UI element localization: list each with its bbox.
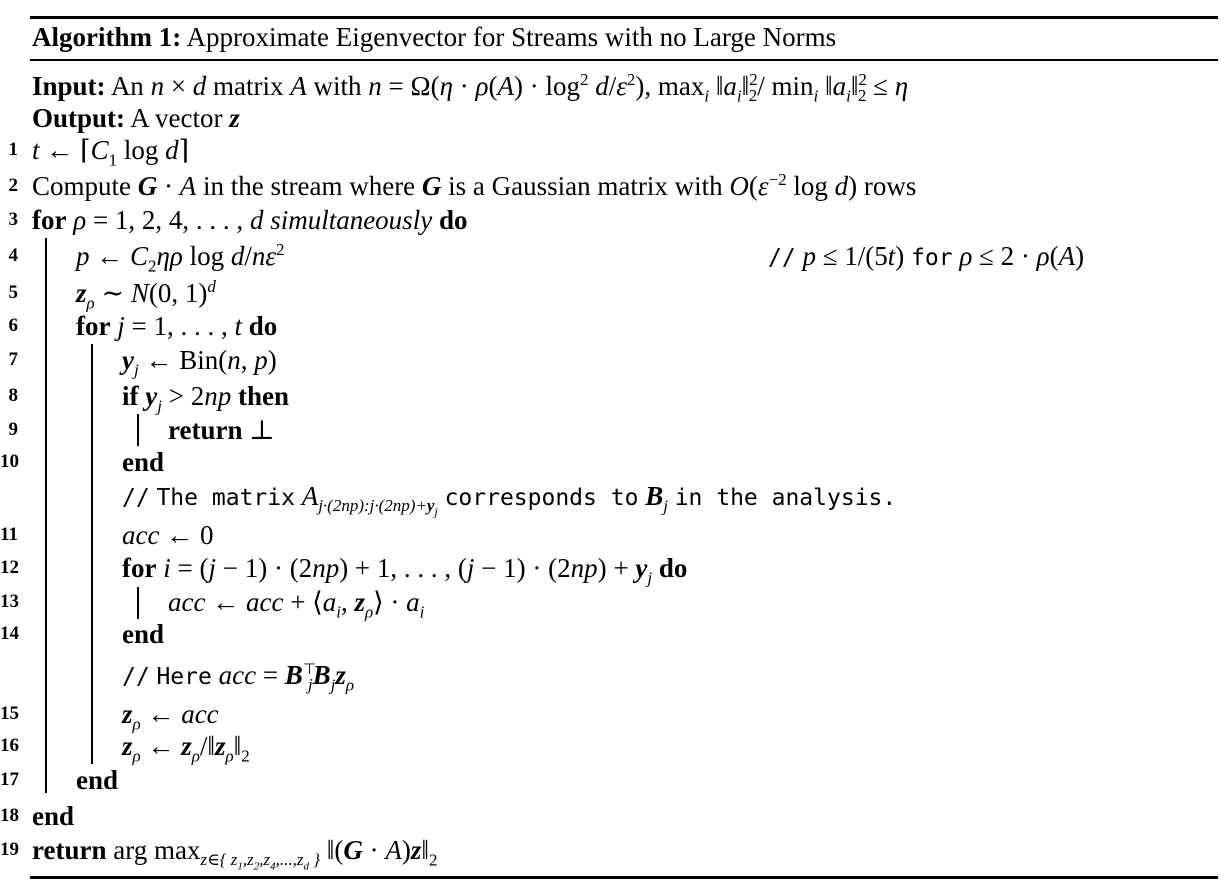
algorithm-caption xyxy=(32,22,836,53)
for-i-block-bar xyxy=(137,587,139,619)
code-line-5: $z_\rho$ ∼ N(0, 1)$^d$ xyxy=(76,277,216,313)
code-line-17: end xyxy=(76,765,119,795)
line-number: 5 xyxy=(8,282,18,303)
code-line-18: end xyxy=(32,801,75,831)
bottom-rule xyxy=(30,876,1218,879)
comment-matrix: // The matrix $A_{j\cdot(2np):j\cdot(2np)+y_j}$ corresponds to $B_j$ in the analysis. xyxy=(122,481,897,519)
line-number: 16 xyxy=(0,735,19,756)
caption-rule xyxy=(30,59,1218,61)
code-line-4: p ← $C_2\eta\rho$ $\log d/n\varepsilon^2$ xyxy=(76,240,285,276)
line-number: 18 xyxy=(0,805,19,826)
line-number: 15 xyxy=(0,703,19,724)
line-number: 10 xyxy=(0,451,19,472)
code-line-12: for i = (j − 1) · (2np) + 1, . . . , $(j - 1) \cdot (2np) + y_j$ do xyxy=(122,553,688,588)
code-line-3: for ρ = 1, 2, 4, . . . , d simultaneously do xyxy=(32,205,468,235)
for-rho-block-bar xyxy=(45,238,47,793)
line-number: 9 xyxy=(8,419,18,440)
code-line-11: acc ← 0 xyxy=(122,520,214,550)
line-number: 19 xyxy=(0,839,19,860)
line-number: 8 xyxy=(8,385,18,406)
line-number: 1 xyxy=(8,139,18,160)
for-j-block-bar xyxy=(91,344,93,764)
code-line-19: return arg $\max_{z\in\{ z_1,z_2,z_4,...,z_d \}}$ ‖(G · $A)z‖_2$ xyxy=(32,835,438,873)
input-label: Input: xyxy=(32,71,106,101)
code-line-1: t ← $⌈C_1$ log d⌉ xyxy=(32,135,190,170)
code-line-4-comment: // p ≤ 1/(5t) for ρ ≤ 2 · ρ(A) xyxy=(768,241,1085,271)
line-number: 3 xyxy=(8,209,18,230)
input-line xyxy=(32,70,909,106)
comment-here: // Here acc = $B^⊤_jB_jz_\rho$ xyxy=(122,660,355,695)
output-line xyxy=(32,102,240,134)
line-number: 12 xyxy=(0,557,19,578)
code-line-13: acc ← acc + $⟨a_i$, $z_\rho⟩ \cdot a_i$ xyxy=(168,587,425,622)
line-number: 7 xyxy=(8,349,18,370)
line-number: 2 xyxy=(8,175,18,196)
code-line-2: Compute G · A in the stream where G is a Gaussian matrix with $O(\varepsilon^{-2}$ log d) rows xyxy=(32,170,917,201)
if-block-bar xyxy=(137,414,139,446)
code-line-9: return ⊥ xyxy=(168,415,275,445)
line-number: 17 xyxy=(0,769,19,790)
code-line-7: $y_j$ ← Bin(n, p) xyxy=(122,345,277,380)
input-text: An n × d matrix A with $n = \Omega(\eta \cdot \rho(A) \cdot \log^2 d/\varepsilon^2)$, $\max_i$ $‖a_i‖^2_2/$ $\min_i$ $‖a_i‖^2_2 \le \eta$ xyxy=(110,70,909,106)
line-number: 4 xyxy=(8,245,18,266)
line-number: 14 xyxy=(0,623,19,644)
output-label: Output: xyxy=(32,103,126,133)
algorithm-label: Algorithm 1: xyxy=(32,22,182,52)
output-text: A vector z xyxy=(130,103,240,133)
algorithm-title: Approximate Eigenvector for Streams with no Large Norms xyxy=(186,22,837,52)
code-line-15: $z_\rho$ ← acc xyxy=(122,699,219,734)
line-number: 13 xyxy=(0,591,19,612)
code-line-8: if $y_j > 2np$ then xyxy=(122,381,289,416)
code-line-10: end xyxy=(122,447,165,477)
line-number: 11 xyxy=(0,524,18,545)
top-rule xyxy=(30,16,1218,19)
code-line-14: end xyxy=(122,619,165,649)
code-line-6: for j = 1, . . . , t do xyxy=(76,311,278,341)
line-number: 6 xyxy=(8,315,18,336)
code-line-16: $z_\rho$ ← $z_\rho/‖z_\rho‖_2$ xyxy=(122,731,250,766)
